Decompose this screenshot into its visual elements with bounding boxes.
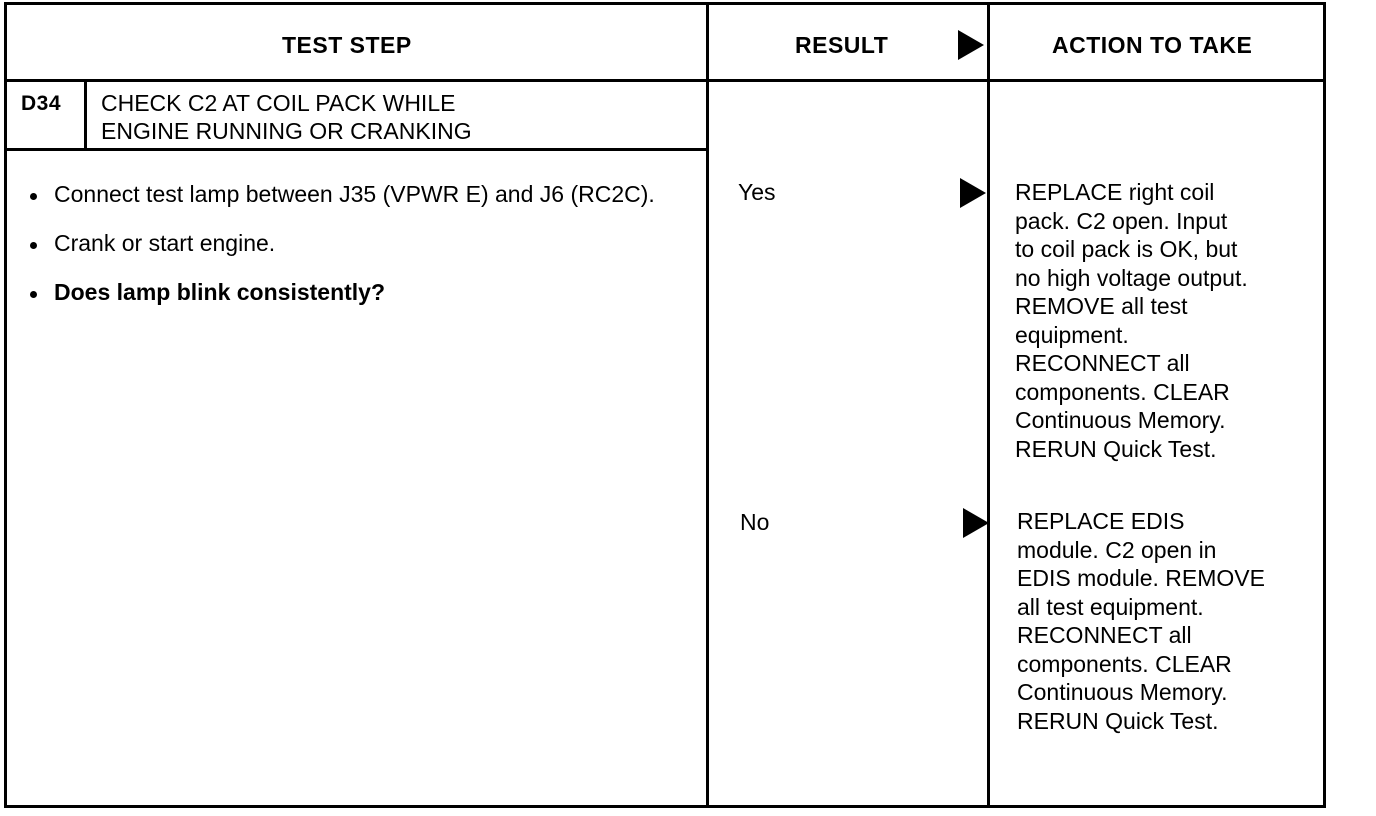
action-line: no high voltage output.: [1015, 264, 1248, 291]
action-line: REPLACE EDIS: [1017, 508, 1185, 534]
action-line: to coil pack is OK, but: [1015, 236, 1238, 262]
action-line: EDIS module. REMOVE: [1017, 565, 1265, 591]
action-line: RERUN Quick Test.: [1017, 707, 1219, 734]
header-result: RESULT: [795, 32, 889, 58]
action-line: pack. C2 open. Input: [1015, 207, 1228, 234]
instruction-item: Crank or start engine.: [24, 229, 694, 258]
action-yes: [1015, 178, 1315, 463]
right-triangle-icon: [960, 178, 986, 208]
action-line: REMOVE all test: [1015, 293, 1188, 319]
result-no: No: [740, 509, 770, 535]
result-yes: Yes: [738, 179, 776, 205]
step-title-line2: ENGINE RUNNING OR CRANKING: [101, 118, 472, 144]
action-line: equipment.: [1015, 321, 1129, 348]
right-triangle-icon: [963, 508, 989, 538]
action-line: components. CLEAR: [1015, 378, 1230, 405]
instruction-item: Connect test lamp between J35 (VPWR E) and J6 (RC2C).: [24, 180, 694, 209]
action-line: Continuous Memory.: [1017, 679, 1228, 705]
action-line: components. CLEAR: [1017, 650, 1232, 677]
action-line: RERUN Quick Test.: [1015, 435, 1217, 462]
action-line: RECONNECT all: [1017, 622, 1192, 648]
action-line: Continuous Memory.: [1015, 407, 1226, 433]
header-divider: [4, 79, 1326, 82]
action-line: REPLACE right coil: [1015, 179, 1215, 205]
header-test-step: TEST STEP: [282, 32, 412, 58]
action-line: all test equipment.: [1017, 593, 1204, 620]
right-triangle-icon: [958, 30, 984, 60]
divider-result-action: [987, 2, 990, 808]
step-id-divider: [84, 79, 87, 150]
step-title-divider: [4, 148, 709, 151]
step-title-line1: CHECK C2 AT COIL PACK WHILE: [101, 90, 456, 116]
step-id: D34: [21, 92, 62, 115]
action-no: [1017, 507, 1317, 735]
instruction-list: [24, 180, 694, 327]
divider-step-result: [706, 2, 709, 808]
action-line: RECONNECT all: [1015, 350, 1190, 376]
instruction-question: Does lamp blink consistently?: [24, 278, 694, 307]
header-action-to-take: ACTION TO TAKE: [1052, 32, 1253, 58]
action-line: module. C2 open in: [1017, 536, 1217, 563]
